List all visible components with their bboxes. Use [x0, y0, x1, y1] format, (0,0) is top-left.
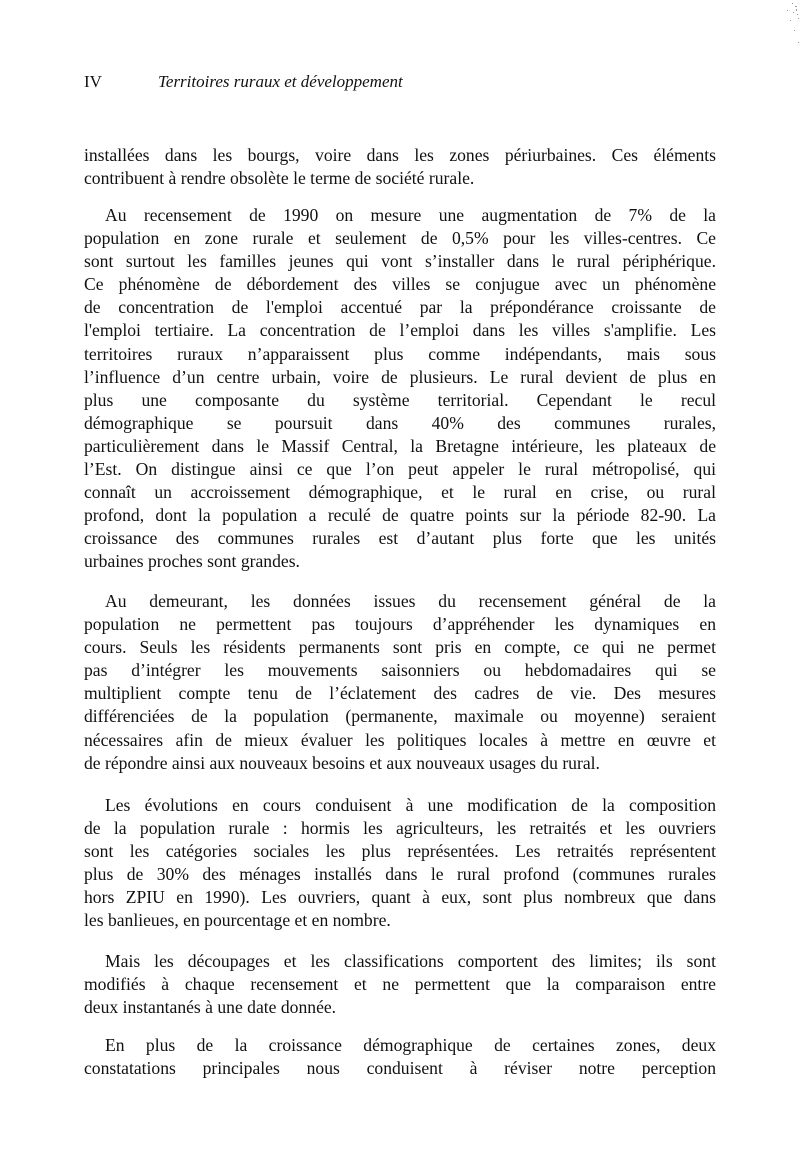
text-line: de concentration de l'emploi accentué par la prépondérance croissante de — [84, 297, 716, 318]
text-line: population ne permettent pas toujours d’appréhender les dynamiques en — [84, 614, 716, 635]
text-line: Les évolutions en cours conduisent à une modification de la composition — [105, 795, 716, 815]
text-line: croissance des communes rurales est d’autant plus forte que les unités — [84, 528, 716, 549]
text-line: profond, dont la population a reculé de quatre points sur la période 82-90. La — [84, 505, 716, 526]
text-line: urbaines proches sont grandes. — [84, 551, 300, 572]
text-line: démographique se poursuit dans 40% des communes rurales, — [84, 412, 716, 433]
text-line: territoires ruraux n’apparaissent plus comme indépendants, mais sous — [84, 343, 716, 364]
text-line: Au recensement de 1990 on mesure une augmentation de 7% de la — [105, 205, 716, 225]
text-line: modifiés à chaque recensement et ne permettent que la comparaison entre — [84, 974, 716, 995]
paragraph-continuation — [84, 144, 716, 190]
text-line: de la population rurale : hormis les agriculteurs, les retraités et les ouvriers — [84, 818, 716, 839]
text-line: multiplient compte tenu de l’éclatement des cadres de vie. Des mesures — [84, 683, 716, 704]
text-line: Mais les découpages et les classifications comportent des limites; ils sont — [105, 951, 716, 971]
scan-noise — [740, 0, 800, 60]
text-line: l’influence d’un centre urbain, voire de plusieurs. Le rural devient de plus en — [84, 366, 716, 387]
text-line: pas d’intégrer les mouvements saisonniers ou hebdomadaires qui se — [84, 660, 716, 681]
text-line: Au demeurant, les données issues du recensement général de la — [105, 591, 716, 611]
paragraph-au-demeurant — [84, 590, 716, 775]
text-line: constatations principales nous conduisent à réviser notre perception — [84, 1058, 716, 1079]
page-number: IV — [84, 72, 102, 91]
text-line: sont les catégories sociales les plus représentées. Les retraités représentent — [84, 841, 716, 862]
text-line: différenciées de la population (permanente, maximale ou moyenne) seraient — [84, 706, 716, 727]
text-line: l'emploi tertiaire. La concentration de l’emploi dans les villes s'amplifie. Les — [84, 320, 716, 341]
text-line: de répondre ainsi aux nouveaux besoins et aux nouveaux usages du rural. — [84, 752, 600, 773]
text-line: Ce phénomène de débordement des villes se conjugue avec un phénomène — [84, 274, 716, 295]
running-head-title: Territoires ruraux et développement — [158, 72, 403, 91]
text-line: cours. Seuls les résidents permanents sont pris en compte, ce qui ne permet — [84, 637, 716, 658]
text-line: nécessaires afin de mieux évaluer les politiques locales à mettre en œuvre et — [84, 729, 716, 750]
text-line: particulièrement dans le Massif Central, la Bretagne intérieure, les plateaux de — [84, 435, 716, 456]
text-line: sont surtout les familles jeunes qui vont s’installer dans le rural périphérique. — [84, 251, 716, 272]
paragraph-decoupages — [84, 950, 716, 1019]
text-line: connaît un accroissement démographique, et le rural en crise, ou rural — [84, 482, 716, 503]
text-line: En plus de la croissance démographique de certaines zones, deux — [105, 1035, 716, 1055]
paragraph-croissance — [84, 1034, 716, 1080]
paragraph-recensement-1990 — [84, 204, 716, 574]
text-line: population en zone rurale et seulement de 0,5% pour les villes-centres. Ce — [84, 228, 716, 249]
text-line: installées dans les bourgs, voire dans les zones périurbaines. Ces éléments — [84, 145, 716, 165]
text-line: l’Est. On distingue ainsi ce que l’on peut appeler le rural métropolisé, qui — [84, 459, 716, 480]
text-line: les banlieues, en pourcentage et en nombre. — [84, 910, 391, 931]
text-line: deux instantanés à une date donnée. — [84, 997, 337, 1018]
text-line: plus une composante du système territorial. Cependant le recul — [84, 389, 716, 410]
text-line: hors ZPIU en 1990). Les ouvriers, quant à eux, sont plus nombreux que dans — [84, 887, 716, 908]
paragraph-evolutions — [84, 794, 716, 933]
text-line: plus de 30% des ménages installés dans le rural profond (communes rurales — [84, 864, 716, 885]
running-head — [84, 70, 724, 94]
text-line: contribuent à rendre obsolète le terme de société rurale. — [84, 168, 475, 189]
